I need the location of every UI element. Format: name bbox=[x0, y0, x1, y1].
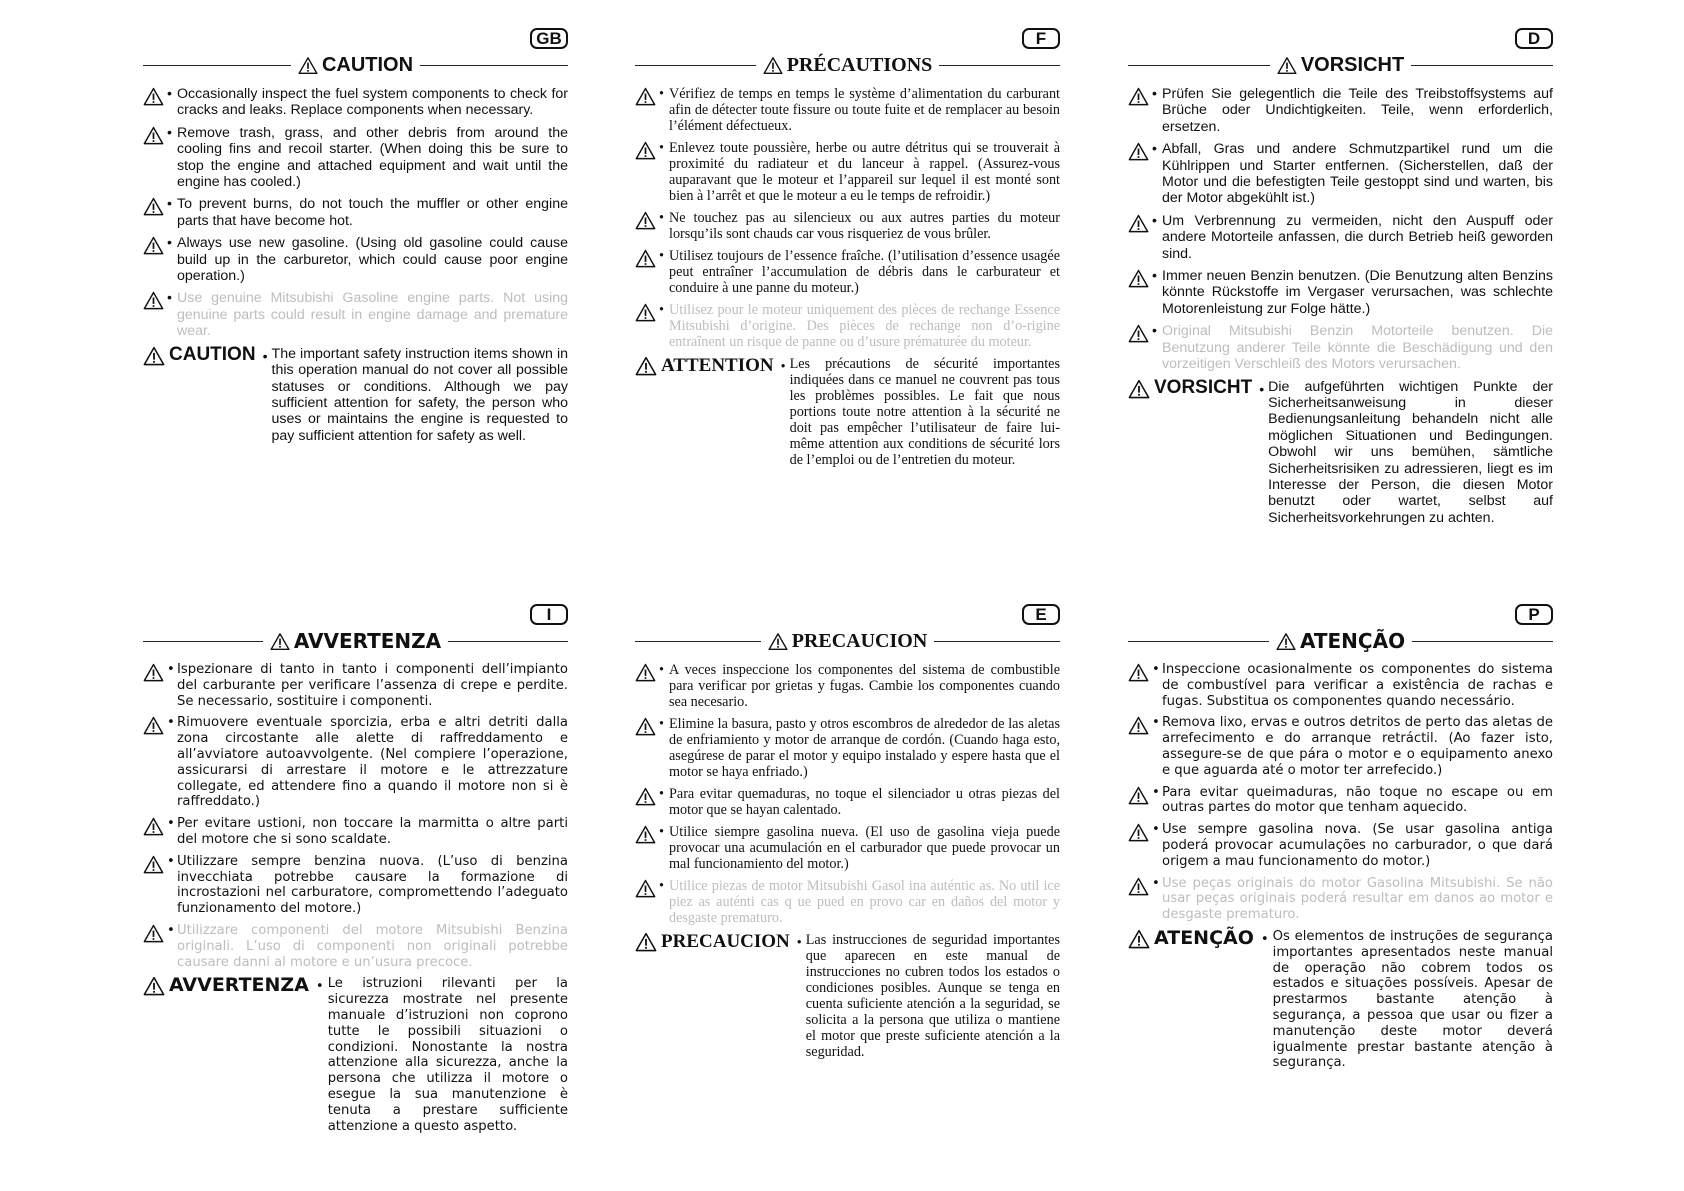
caution-item bbox=[1128, 141, 1553, 207]
language-badge: F bbox=[1022, 28, 1060, 49]
caution-item bbox=[143, 854, 568, 917]
warning-triangle-icon bbox=[768, 632, 788, 651]
bullet: • bbox=[167, 290, 172, 307]
bullet: • bbox=[1152, 715, 1160, 731]
warning-triangle-icon bbox=[143, 662, 167, 682]
warning-triangle-icon bbox=[1276, 632, 1296, 651]
section-title bbox=[263, 629, 448, 653]
bullet: • bbox=[1152, 212, 1157, 229]
warning-triangle-icon bbox=[1128, 876, 1152, 896]
bullet: • bbox=[167, 196, 172, 213]
notice-label-text: VORSICHT bbox=[1154, 377, 1253, 399]
warning-triangle-icon bbox=[1128, 715, 1152, 735]
heading-rule-left bbox=[635, 641, 761, 642]
section-title-text: AVVERTENZA bbox=[293, 629, 442, 653]
caution-item bbox=[143, 196, 568, 229]
caution-item bbox=[635, 786, 1060, 818]
bullet: • bbox=[167, 922, 175, 938]
warning-triangle-icon bbox=[635, 824, 659, 844]
caution-item-text: A veces inspeccione los componentes del sistema de combustible para verificar por grietas y fugas. Cambie los componentes cuando sea necesario. bbox=[669, 662, 1060, 710]
section-title-text: VORSICHT bbox=[1300, 53, 1405, 76]
warning-triangle-icon bbox=[635, 356, 657, 376]
warning-triangle-icon bbox=[143, 976, 165, 996]
bullet: • bbox=[796, 935, 802, 951]
section-title bbox=[1270, 54, 1411, 77]
language-badge: I bbox=[530, 604, 568, 625]
caution-list bbox=[635, 662, 1060, 1060]
caution-item bbox=[1128, 822, 1553, 869]
caution-item-text: Utilisez pour le moteur uniquement des pièces de rechange Essence Mitsubishi d’origine. Des pièces de rechange non d’o-rigine entraînent un risque de panne ou d’usure prématurée du moteur. bbox=[669, 302, 1060, 350]
panel-p bbox=[1128, 602, 1553, 1122]
warning-triangle-icon bbox=[635, 786, 659, 806]
safety-notice bbox=[143, 346, 568, 444]
caution-item-text: Original Mitsubishi Benzin Motorteile benutzen. Die Benutzung anderer Teile könnte die Beschädigung und den vorzeitigen Verschleiß des Motors verursachen. bbox=[1162, 323, 1553, 373]
heading-rule-right bbox=[448, 641, 568, 642]
safety-notice bbox=[635, 932, 1060, 1060]
caution-item-text: Remove trash, grass, and other debris from around the cooling fins and recoil starter. (When doing this be sure to stop the engine and attached equipment and wait until the engine has cooled.) bbox=[177, 124, 568, 191]
safety-notice bbox=[1128, 929, 1553, 1071]
caution-item bbox=[635, 662, 1060, 710]
caution-item bbox=[1128, 785, 1553, 817]
caution-item bbox=[1128, 876, 1553, 923]
caution-item bbox=[1128, 715, 1553, 778]
caution-item bbox=[1128, 268, 1553, 317]
section-title-text: ATENÇÃO bbox=[1299, 629, 1406, 653]
bullet: • bbox=[659, 248, 664, 264]
warning-triangle-icon bbox=[635, 302, 659, 322]
warning-triangle-icon bbox=[635, 248, 659, 268]
notice-text: The important safety instruction items shown in this operation manual do not cover all possible statuses or conditions. Although we pay sufficient attention for safety, the person who uses or maintains the engine is requested to pay sufficient attention for safety as well. bbox=[271, 345, 568, 444]
section-title bbox=[1269, 629, 1412, 653]
caution-item bbox=[635, 716, 1060, 780]
notice-label-text: ATENÇÃO bbox=[1154, 927, 1254, 950]
caution-list bbox=[143, 662, 568, 1134]
heading-rule-left bbox=[143, 65, 291, 66]
caution-item-text: Immer neuen Benzin benutzen. (Die Benutzung alten Benzins könnte Rückstoffe im Vergaser verursachen, was schlechte Motorenleistung zur Folge hätte.) bbox=[1162, 268, 1553, 317]
notice-label bbox=[635, 356, 774, 376]
notice-label bbox=[143, 976, 309, 996]
bullet: • bbox=[659, 716, 664, 732]
warning-triangle-icon bbox=[143, 715, 167, 735]
section-heading bbox=[635, 50, 1060, 80]
caution-item bbox=[143, 923, 568, 970]
caution-item-text: Always use new gasoline. (Using old gasoline could cause build up in the carburetor, which could cause poor engine operation.) bbox=[177, 235, 568, 285]
bullet: • bbox=[780, 359, 786, 375]
section-title bbox=[761, 630, 935, 653]
caution-item bbox=[1128, 323, 1553, 372]
notice-text: Les précautions de sécurité importantes indiquées dans ce manuel ne couvrent pas tous les problèmes possibles. Le fait que nous portions toute notre attention à la sécurité ne doit pas empêcher l’utilisateur de faire lui-même attention aux conditions de sécurité lors de l’emploi ou de l’entretien du moteur. bbox=[789, 356, 1060, 468]
caution-item bbox=[635, 302, 1060, 350]
caution-list bbox=[1128, 662, 1553, 1071]
notice-label-text: AVVERTENZA bbox=[169, 974, 309, 997]
bullet: • bbox=[1152, 86, 1157, 102]
notice-text: Os elementos de instruções de segurança importantes apresentados neste manual de operação não cobrem todos os estados e situações possíveis. Apesar de prestarmos bastante atenção à segurança, a pessoa que usar ou fizer a manutenção deste motor deverá igualmente prestar bastante atenção à segurança. bbox=[1272, 928, 1553, 1071]
bullet: • bbox=[1152, 662, 1160, 677]
warning-triangle-icon bbox=[143, 125, 167, 145]
caution-item bbox=[635, 248, 1060, 296]
section-title-text: PRECAUCION bbox=[791, 629, 928, 652]
caution-item-text: Use sempre gasolina nova. (Se usar gasolina antiga poderá provocar acumulações no carburador, o que dará origem a mau funcionamento do motor.) bbox=[1162, 822, 1553, 869]
notice-label bbox=[635, 932, 790, 952]
section-title-text: PRÉCAUTIONS bbox=[786, 53, 933, 76]
bullet: • bbox=[167, 853, 175, 869]
heading-rule-right bbox=[1412, 641, 1553, 642]
caution-item-text: Vérifiez de temps en temps le système d’alimentation du carburant afin de détecter toute fissure ou toute fuite et de remplacer au besoin l’élément défectueux. bbox=[669, 86, 1060, 134]
heading-rule-right bbox=[939, 65, 1060, 66]
caution-item-text: Utilice piezas de motor Mitsubishi Gasol ina auténtic as. No util ice piez as auténti cas q ue pued en provo car en daños del motor y desgaste prematuro. bbox=[669, 878, 1060, 926]
bullet: • bbox=[659, 824, 664, 840]
bullet: • bbox=[659, 662, 664, 678]
warning-triangle-icon bbox=[1128, 86, 1152, 106]
bullet: • bbox=[659, 210, 664, 226]
caution-item bbox=[143, 816, 568, 848]
heading-rule-left bbox=[143, 641, 263, 642]
panel-gb bbox=[143, 26, 568, 546]
bullet: • bbox=[659, 302, 664, 318]
caution-item bbox=[143, 235, 568, 284]
caution-item-text: To prevent burns, do not touch the muffler or other engine parts that have become hot. bbox=[177, 196, 568, 229]
language-badge: GB bbox=[530, 28, 568, 49]
caution-item-text: Utilizzare sempre benzina nuova. (L’uso di benzina invecchiata potrebbe causare la formazione di incrostazioni nel carburatore, compromettendo l’adeguato funzionamento del motore.) bbox=[177, 853, 568, 917]
panel-i bbox=[143, 602, 568, 1134]
safety-notice bbox=[635, 356, 1060, 468]
warning-triangle-icon bbox=[1128, 141, 1152, 161]
bullet: • bbox=[1152, 784, 1160, 800]
caution-item bbox=[635, 86, 1060, 134]
bullet: • bbox=[1152, 323, 1157, 340]
caution-item bbox=[143, 662, 568, 709]
bullet: • bbox=[167, 124, 172, 141]
caution-item-text: Utilizzare componenti del motore Mitsubishi Benzina originali. L’uso di componenti non originali potrebbe causare danni al motore e un’usura precoce. bbox=[177, 922, 568, 970]
caution-item-text: Um Verbrennung zu vermeiden, nicht den Auspuff oder andere Motorteile anfassen, die durch Betrieb heiß geworden sind. bbox=[1162, 212, 1553, 262]
bullet: • bbox=[659, 786, 664, 802]
bullet: • bbox=[315, 979, 324, 995]
warning-triangle-icon bbox=[143, 923, 167, 943]
caution-item-text: Para evitar quemaduras, no toque el silenciador u otras piezas del motor que se hayan calentado. bbox=[669, 786, 1060, 818]
caution-list bbox=[635, 86, 1060, 468]
bullet: • bbox=[1152, 268, 1157, 285]
caution-item-text: Use genuine Mitsubishi Gasoline engine parts. Not using genuine parts could result in engine damage and premature wear. bbox=[177, 290, 568, 340]
notice-label bbox=[1128, 929, 1254, 949]
heading-rule-right bbox=[420, 65, 568, 66]
caution-item-text: Utilice siempre gasolina nueva. (El uso de gasolina vieja puede provocar una acumulación en el carburador que puede provocar un mal funcionamiento del motor.) bbox=[669, 824, 1060, 872]
warning-triangle-icon bbox=[143, 290, 167, 310]
caution-item-text: Prüfen Sie gelegentlich die Teile des Treibstoffsystems auf Brüche oder Undichtigkeiten. Teile, wenn erforderlich, ersetzen. bbox=[1162, 86, 1553, 135]
section-title bbox=[291, 54, 420, 77]
caution-item-text: Enlevez toute poussière, herbe ou autre détritus qui se trouverait à proximité du radiateur et du lanceur à rappel. (Assurez-vous auparavant que le moteur et l’appareil sur lequel il est monté sont bien à l’arrêt et que le moteur a eu le temps de refroidir.) bbox=[669, 140, 1060, 204]
caution-item-text: Elimine la basura, pasto y otros escombros de alrededor de las aletas de enfriamiento y motor de arranque de cordón. (Cuando haga esto, asegúrese de parar el motor y equipo instalado y espere hasta que el motor se haya enfriado.) bbox=[669, 716, 1060, 780]
warning-triangle-icon bbox=[635, 86, 659, 106]
caution-item-text: Ne touchez pas au silencieux ou aux autres parties du moteur lorsqu’ils sont chauds car vous risqueriez de vous brûler. bbox=[669, 210, 1060, 242]
bullet: • bbox=[167, 86, 172, 102]
heading-rule-left bbox=[1128, 65, 1270, 66]
bullet: • bbox=[167, 715, 175, 731]
panel-e bbox=[635, 602, 1060, 1122]
warning-triangle-icon bbox=[635, 210, 659, 230]
caution-item-text: Per evitare ustioni, non toccare la marmitta o altre parti del motore che si sono scaldate. bbox=[177, 816, 568, 847]
notice-label bbox=[143, 346, 256, 366]
warning-triangle-icon bbox=[270, 632, 290, 651]
warning-triangle-icon bbox=[635, 932, 657, 952]
section-title bbox=[756, 54, 940, 77]
warning-triangle-icon bbox=[763, 56, 783, 75]
caution-item bbox=[143, 715, 568, 810]
warning-triangle-icon bbox=[298, 56, 318, 75]
panel-d bbox=[1128, 26, 1553, 546]
notice-text: Die aufgeführten wichtigen Punkte der Sicherheitsanweisung in dieser Bedienungsanleitung behandeln nicht alle möglichen Situationen und Bedingungen. Obwohl wir uns bemühen, sämtliche Sicherheitsrisiken zu adressieren, liegt es im Interesse der Person, die diesen Motor benutzt oder wartet, selbst auf Sicherheitsvorkehrungen zu achten. bbox=[1268, 378, 1553, 526]
bullet: • bbox=[167, 816, 175, 832]
caution-item-text: Utilisez toujours de l’essence fraîche. (l’utilisation d’essence usagée peut entraîner l’accumulation de débris dans le carburateur et conduire à une panne du moteur.) bbox=[669, 248, 1060, 296]
warning-triangle-icon bbox=[1128, 213, 1152, 233]
safety-notice bbox=[1128, 379, 1553, 527]
language-badge: E bbox=[1022, 604, 1060, 625]
warning-triangle-icon bbox=[143, 86, 167, 106]
caution-item bbox=[143, 86, 568, 119]
bullet: • bbox=[262, 348, 268, 365]
warning-triangle-icon bbox=[1128, 662, 1152, 682]
caution-item bbox=[143, 290, 568, 339]
warning-triangle-icon bbox=[143, 235, 167, 255]
warning-triangle-icon bbox=[635, 716, 659, 736]
caution-item bbox=[635, 824, 1060, 872]
panel-f bbox=[635, 26, 1060, 546]
heading-rule-right bbox=[1411, 65, 1553, 66]
caution-item-text: Rimuovere eventuale sporcizia, erba e altri detriti dalla zona circostante alle alette di raffreddamento e all’avviatore autoavvolgente. (Nel compiere l’operazione, assicurarsi di arrestare il motore e le attrezzature collegate, ed attendere fino a quando il motore non si è raffreddato.) bbox=[177, 715, 568, 810]
warning-triangle-icon bbox=[1128, 785, 1152, 805]
bullet: • bbox=[1152, 875, 1160, 891]
section-heading bbox=[1128, 626, 1553, 656]
warning-triangle-icon bbox=[1128, 323, 1152, 343]
language-badge: D bbox=[1515, 28, 1553, 49]
bullet: • bbox=[1260, 931, 1269, 947]
warning-triangle-icon bbox=[1277, 56, 1297, 75]
warning-triangle-icon bbox=[635, 140, 659, 160]
section-heading bbox=[635, 626, 1060, 656]
bullet: • bbox=[659, 878, 664, 894]
warning-triangle-icon bbox=[143, 816, 167, 836]
caution-list bbox=[143, 86, 568, 444]
notice-label bbox=[1128, 379, 1252, 399]
section-title-text: CAUTION bbox=[321, 53, 414, 76]
notice-text: Las instrucciones de seguridad importantes que aparecen en este manual de instrucciones no cubren todos los estados o condiciones posibles. Aunque se tenga en cuenta suficiente atención a la seguridad, se solicita a la persona que utiliza o mantiene el motor que preste suficiente atención a la seguridad. bbox=[805, 932, 1060, 1060]
caution-item-text: Occasionally inspect the fuel system components to check for cracks and leaks. Replace components when necessary. bbox=[177, 86, 568, 119]
heading-rule-right bbox=[934, 641, 1060, 642]
caution-item-text: Inspeccione ocasionalmente os componentes do sistema de combustível para verificar a existência de rachas e fugas. Substitua os componentes quando necessário. bbox=[1162, 662, 1553, 709]
caution-item bbox=[1128, 86, 1553, 135]
bullet: • bbox=[659, 140, 664, 156]
heading-rule-left bbox=[1128, 641, 1269, 642]
warning-triangle-icon bbox=[143, 346, 165, 366]
bullet: • bbox=[659, 86, 664, 102]
bullet: • bbox=[1152, 141, 1157, 158]
safety-notice bbox=[143, 976, 568, 1134]
notice-text: Le istruzioni rilevanti per la sicurezza mostrate nel presente manuale d’istruzioni non coprono tutte le possibili situazioni o condizioni. Nonostante la nostra attenzione alla sicurezza, anche la persona che utilizza il motore o esegue la sua manutenzione è tenuta a prestare sufficiente attenzione a questo aspetto. bbox=[327, 976, 568, 1134]
warning-triangle-icon bbox=[1128, 268, 1152, 288]
bullet: • bbox=[167, 235, 172, 252]
notice-label-text: CAUTION bbox=[169, 344, 256, 366]
bullet: • bbox=[1259, 381, 1265, 398]
caution-item-text: Ispezionare di tanto in tanto i componenti dell’impianto del carburante per verificare l’assenza di crepe e perdite. Se necessario, sostituire i componenti. bbox=[177, 662, 568, 709]
warning-triangle-icon bbox=[635, 662, 659, 682]
caution-item-text: Para evitar queimaduras, não toque no escape ou em outras partes do motor que tenham aquecido. bbox=[1162, 784, 1553, 816]
caution-item bbox=[1128, 662, 1553, 709]
caution-item bbox=[635, 140, 1060, 204]
bullet: • bbox=[167, 662, 175, 677]
caution-item bbox=[143, 125, 568, 191]
notice-label-text: PRECAUCION bbox=[661, 931, 790, 952]
warning-triangle-icon bbox=[143, 854, 167, 874]
warning-triangle-icon bbox=[1128, 929, 1150, 949]
warning-triangle-icon bbox=[1128, 822, 1152, 842]
caution-item bbox=[1128, 213, 1553, 262]
warning-triangle-icon bbox=[635, 878, 659, 898]
heading-rule-left bbox=[635, 65, 756, 66]
caution-item-text: Remova lixo, ervas e outros detritos de perto das aletas de arrefecimento e do arranque retráctil. (Ao fazer isto, assegure-se de que pára o motor e o equipamento anexo e que aguarda até o motor ter arrefecido.) bbox=[1162, 715, 1553, 778]
caution-item-text: Abfall, Gras und andere Schmutzpartikel rund um die Kühlrippen und Starter entfernen. (Sicherstellen, daß der Motor und die befestigten Teile gestoppt sind und warten, bis der Motor abgekühlt ist.) bbox=[1162, 141, 1553, 207]
section-heading bbox=[143, 626, 568, 656]
language-badge: P bbox=[1515, 604, 1553, 625]
caution-list bbox=[1128, 86, 1553, 526]
section-heading bbox=[1128, 50, 1553, 80]
section-heading bbox=[143, 50, 568, 80]
warning-triangle-icon bbox=[1128, 379, 1150, 399]
caution-item bbox=[635, 878, 1060, 926]
bullet: • bbox=[1152, 822, 1160, 838]
caution-item bbox=[635, 210, 1060, 242]
notice-label-text: ATTENTION bbox=[661, 355, 774, 376]
caution-item-text: Use peças originais do motor Gasolina Mitsubishi. Se não usar peças originais poderá resultar em danos ao motor e desgaste prematuro. bbox=[1162, 875, 1553, 923]
warning-triangle-icon bbox=[143, 196, 167, 216]
